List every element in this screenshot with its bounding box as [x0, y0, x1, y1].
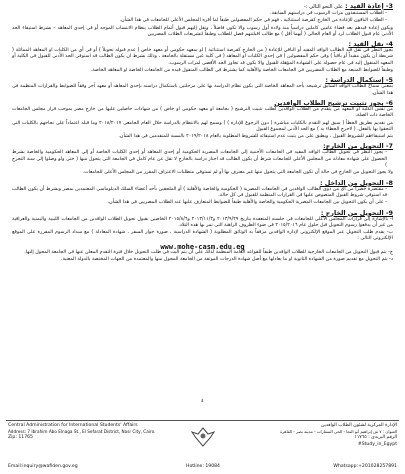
website-link[interactable]: www.mohe-casm.edu.eg: [160, 242, 245, 251]
footer-whatsapp: Whatsapp:+201028257891: [333, 464, 397, 469]
paragraph: ولا يجوز التحويل من الخارج فى حالة أن تكون الجامعة التى يتحول منها غير معترف بها أو لم تستوفى متطلبات الاعتراف المقرر من المجلس الأعلى للجامعات.: [82, 170, 393, 176]
ministry-logo: [188, 426, 218, 448]
paragraph: يجوز النظر في نقل قيد الطالب الوافد المقيد أو الباقي للإعادة ( من الخارج كفرصة استثنائية ) او بمعهد حكومى أو معهد خاص ( عدم قبوله تحويلاً ) أو فى أى من الكليات او المعاهد المماثلة ( شريطة أن يكون مقيداً أو باقياً ) وفى حكم المفصولين ) فى إحدى الكليات او المعاهد ( فى كلية عين مستقلة بالجامعة ، وذلك بشرط ان يكون الطالب قد استوفى الحد الأدنى للقبول فى الكلية أو المعهد المنقول إليه فى عام حصوله على الشهادة المؤهلة للقبول والا يكون قد تجاوز الحد الأقصى لمرات الرسوب.: [12, 48, 393, 66]
footer-email[interactable]: Email:inquiry@wafiden.gov.eg: [8, 464, 78, 469]
footer-org-name-ar: الإدارة المركزية لشئون الطلاب الوافدين: [321, 423, 397, 428]
paragraph: أ- بالإشارة إلى قرارات المجلس الأعلى للجامعات فى جلسته المنعقدة بتاريخ ٢٠١٣/٩/٢٩ و٢٠١٣/١١/٣ و٢٠١٥/٨/٦ الخاصين بقبول تحويل الطلاب الوافدين من الجامعات الليبية واليمنية والعراقية من غير أن يدفعوا رسوم التحويل قبل حلول عام ٢٠١٥/٢٠١٦ فى ضوء الظروف الراهنة التى تمر بها هذه البلاد.: [12, 216, 394, 228]
section-heading: 8- التحويل من الداخل :: [320, 178, 393, 187]
paragraph: - يجوز النظر فى تحويل الطالب الوافد المقيد فى الجامعات الأجنبية إلى الجامعات المصرية الحكومية أو إحدى المعاهد أو إحدى الكليات الخاصة أو إلى المعاهد الحكومية والخاصة بشرط الحصول على شهادة معادلة من المجلس الأعلى للجامعات شرط أن يكون الطالب قد اجتاز دراسة بالخارج لا تقل عن عام كامل في الجامعة التى يتحول منها ( حتى ولو وصلوا إلى سنة التخرج ): [12, 150, 387, 169]
section-heading: 6- يجوز تثبيت ترشيح الطلاب الوافدين: [274, 98, 393, 107]
paragraph: بمعنى سماح للطالب الوافد السابق ترشيحه بأحد المعاهد الخاصة التى يكون نظام الدراسة بها على مرحلتين باستكمال دراسته بإحدى المعاهد أو معهد آخر وفقاً للضوابط والقرارات المنظمة فى هذا الشأن.: [12, 84, 393, 96]
footer-zip-en: Zip: 11765: [8, 435, 33, 440]
page-number: ٤: [201, 398, 204, 404]
paragraph: - على أن يكون التحويل بين الجامعات المصرية الحكومية والخاصة والأهلية طبقاً للضوابط المتعارف عليها عند الطلاب المصريين فى هذا الشأن.: [107, 200, 387, 206]
footer-hotline: Hotline: 19084: [186, 464, 220, 469]
paragraph: من نفس الكلية او المعهد من يتقدم من الطلاب الوافدين لطلب تثبيت الترشيح ( بجامعة او معهد حكومى او خاص ) من شهادات حاصلين عليها من خارج مصر بموجب قرار مجلس الجامعات الخاصة ذات الصلة.: [12, 106, 393, 119]
paragraph: د- يتم التحويل مع تقديم صورة من الشهادة الثانوية او ما يعادلها مع أصل شهادة الدرجات الموثقة من الجامعة المحول منها والمعتمدة من الجهات المختصة بالدولة المعنية.: [60, 257, 393, 263]
document-body: [12, 0, 393, 265]
paragraph: يتم استيفاءهم للشروط القبول ، ويطبق على من يثبت عدم استيفائه للشروط المطلوبة بالعام ٢٠١٩/٢٠١٨ بالنسبة للمتقدمين فى هذا الشأن.: [118, 134, 393, 140]
paragraph: ج- يتم قبول التحويل من الجامعات الخارجية للطلاب الوافدين طبقاً للقواعد العامة المنظمة لذلك على أن يتم البت فى طلب التحويل خلال فترة التقدم المعلن عنها فى الجامعة المحول إليها.: [24, 250, 393, 256]
section-heading: 4- نقل القيد :: [348, 40, 393, 49]
paragraph: ويكون إعادة قيدهم بعد قضاء عامين كاملين دراسياً منذ ولادة أول رسوب والا تكون فاصلاً ، ونقل إليهم قبول أتمام الطلاب بنظام الانتساب الموجه أو فى إحدى المعاهد – بشرط استيفاء الحد الأدنى عام قبول الطلاب لرد أو العام الحالى ( أيهما أقل ) مع طالب اقبلتتهم فصل للطلاب وطبقاً لتشريعات الطلاب المصريين: [12, 25, 393, 37]
footer-divider: [6, 420, 399, 421]
paragraph: - الطلاب الباقون للإعادة من الخارج كفرصة استثنائية ، فهم فى حكم المفصولين طبقاً لما أقره المجلس الأعلى للجامعات فى هذا الشأن.: [119, 18, 387, 24]
paragraph: وطبقاً للضوابط المتبعة مع الطلاب المصريين فى الجامعات الخاصة والأهلية كما يشترط فى الطالب المنقول قيده من الجامعات الخاصة او المعاهد الخاصة.: [90, 68, 393, 74]
paragraph: - مقتصرة حصراً من أي من ذوى الطالب الوافدين فى الجامعات المصرية ( الحكومية والخاصة والأهلية ) أو الملحقين بأحد أعضاء السلك الدبلوماسى المعتمدين بمصر وبشرط أن يكون الطالب قد استوفى شروط القبول المنصوص عليها فى القرارات المنظمة للقبول فى كل حالة.: [12, 186, 387, 198]
paragraph: ب- يقدم طلب التحويل عبر الموقع الإلكترونى لإدارة الوافدين مرفقاً به الوثائق المطلوبة ( الشهادة الدراسية ، صورة جواز السفر ، شهادة المعادلة ) مع سداد الرسوم المقررة على الموقع الإلكترونى التالى :: [12, 230, 393, 242]
page-footer: [0, 420, 405, 474]
footer-zip-ar: الرقم البريدى : ١١٧٦٥: [354, 435, 397, 440]
section-heading: 9- التحويل من الخارج :: [320, 208, 393, 217]
section-heading: 3- إعادة القيد : على النحو التالى :-: [303, 2, 393, 10]
footer-address-en: Address: 7 Ibrahim Abo Elnaga St., El Sefarat District, Nasr City, Cairo.: [8, 429, 156, 434]
paragraph: - الطلاب المستنفذون مرات الرسوب فى دراستهم السابقة.: [270, 11, 387, 16]
footer-address-ar: العنوان : ٧ ش إبراهيم أبو النجا - الحى السفارات - مدينة نصر - القاهرة: [280, 429, 397, 434]
footer-org-name-en: Central Administration for International Students' Affairs: [8, 423, 138, 428]
footer-hashtag: #Study_in_Egypt: [357, 442, 397, 447]
paragraph: من تقديم بطريق الخطأ ( سبق لهم التقدم بالكليات مباشرة ( دون الرجوع للإدارة ) ) وسمح لهم بالانتظام بالدراسة خلال العام الجامعى ٢٠١٨/٢٠١٧ وما قبله اعتماداً على نجاحهم بالكليات التى التحقوا بها بالفعل. ( لاحرج الخطاء به ) مع الحد الأدنى لمجموع القبول: [12, 120, 393, 132]
section-heading: 7- التحويل من الخارج:: [323, 142, 393, 151]
section-heading: 5- إستكمال الدراسة :: [325, 76, 393, 85]
